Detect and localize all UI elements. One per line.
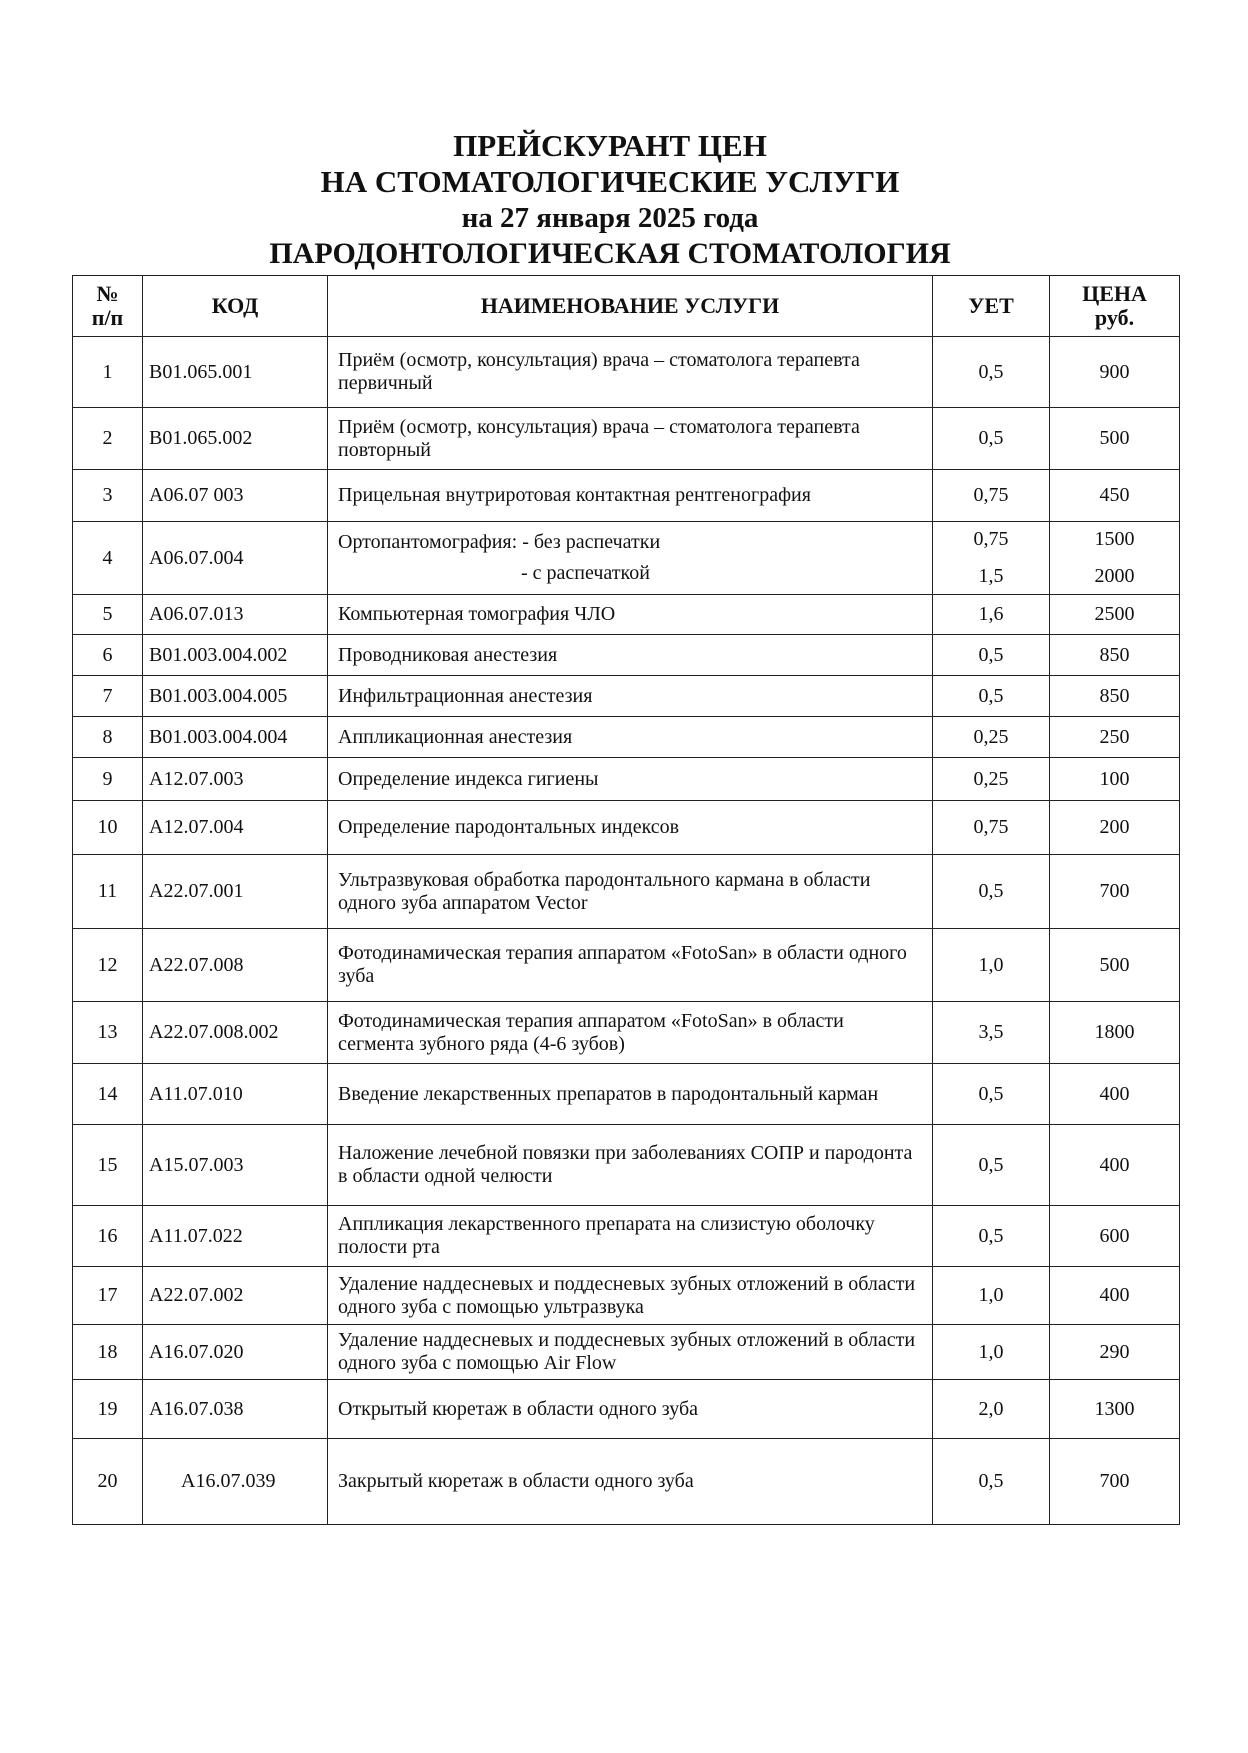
row-code: А06.07.013 (143, 595, 328, 635)
row-price: 700 (1050, 855, 1180, 929)
row-code: А06.07 003 (143, 470, 328, 522)
row-uet-variant-2: 1,5 (978, 565, 1004, 587)
row-num: 10 (73, 801, 143, 855)
row-num: 6 (73, 635, 143, 676)
document-header (0, 128, 1220, 272)
row-name: Компьютерная томография ЧЛО (328, 595, 933, 635)
row-name: Проводниковая анестезия (328, 635, 933, 676)
table-row (73, 1325, 1180, 1380)
row-name: Удаление наддесневых и поддесневых зубных отложений в области одного зуба с помощью ультразвука (328, 1267, 933, 1325)
table-row (73, 717, 1180, 758)
row-code: В01.065.002 (143, 408, 328, 470)
row-uet: 0,5 (933, 635, 1050, 676)
table-row (73, 595, 1180, 635)
row-price-variant-2: 2000 (1094, 565, 1135, 587)
row-name: Фотодинамическая терапия аппаратом «FotoSan» в области одного зуба (328, 929, 933, 1002)
row-uet: 3,5 (933, 1002, 1050, 1064)
header-num: № п/п (73, 276, 143, 337)
row-num: 20 (73, 1439, 143, 1525)
table-row (73, 855, 1180, 929)
table-row (73, 635, 1180, 676)
table-row (73, 337, 1180, 408)
row-name: Введение лекарственных препаратов в пародонтальный карман (328, 1064, 933, 1125)
row-num: 7 (73, 676, 143, 717)
table-row (73, 408, 1180, 470)
row-uet: 0,75 (933, 801, 1050, 855)
row-code: А12.07.004 (143, 801, 328, 855)
row-name: Закрытый кюретаж в области одного зуба (328, 1439, 933, 1525)
table-row (73, 801, 1180, 855)
row-code: А16.07.020 (143, 1325, 328, 1380)
row-uet: 0,5 (933, 1206, 1050, 1267)
row-uet (933, 522, 1050, 595)
row-price: 200 (1050, 801, 1180, 855)
row-name: Определение индекса гигиены (328, 758, 933, 801)
row-uet: 0,5 (933, 1064, 1050, 1125)
row-code: А22.07.008 (143, 929, 328, 1002)
row-uet: 0,25 (933, 717, 1050, 758)
title-line-2: НА СТОМАТОЛОГИЧЕСКИЕ УСЛУГИ (320, 164, 900, 199)
row-code: А16.07.039 (143, 1439, 328, 1525)
table-row (73, 758, 1180, 801)
row-uet: 0,5 (933, 676, 1050, 717)
row-uet: 1,0 (933, 1267, 1050, 1325)
row-price: 850 (1050, 676, 1180, 717)
header-price: ЦЕНА руб. (1050, 276, 1180, 337)
row-code: В01.003.004.005 (143, 676, 328, 717)
row-price: 100 (1050, 758, 1180, 801)
section-title: ПАРОДОНТОЛОГИЧЕСКАЯ СТОМАТОЛОГИЯ (269, 237, 951, 270)
row-code: А22.07.002 (143, 1267, 328, 1325)
table-row (73, 1064, 1180, 1125)
row-price: 250 (1050, 717, 1180, 758)
row-num: 16 (73, 1206, 143, 1267)
row-num: 12 (73, 929, 143, 1002)
row-num: 3 (73, 470, 143, 522)
table-row (73, 1125, 1180, 1206)
price-table (72, 275, 1180, 1525)
header-name: НАИМЕНОВАНИЕ УСЛУГИ (328, 276, 933, 337)
row-code: А22.07.008.002 (143, 1002, 328, 1064)
row-name (328, 522, 933, 595)
row-code: А16.07.038 (143, 1380, 328, 1439)
row-num: 8 (73, 717, 143, 758)
table-row (73, 1439, 1180, 1525)
row-price (1050, 522, 1180, 595)
row-num: 13 (73, 1002, 143, 1064)
row-price: 400 (1050, 1064, 1180, 1125)
row-code: А11.07.010 (143, 1064, 328, 1125)
row-name: Приём (осмотр, консультация) врача – стоматолога терапевта повторный (328, 408, 933, 470)
row-name: Аппликационная анестезия (328, 717, 933, 758)
row-uet: 0,25 (933, 758, 1050, 801)
row-uet: 2,0 (933, 1380, 1050, 1439)
row-name: Фотодинамическая терапия аппаратом «FotoSan» в области сегмента зубного ряда (4-6 зубов) (328, 1002, 933, 1064)
row-price: 500 (1050, 929, 1180, 1002)
table-row (73, 1380, 1180, 1439)
row-name: Наложение лечебной повязки при заболеваниях СОПР и пародонта в области одной челюсти (328, 1125, 933, 1206)
row-price: 450 (1050, 470, 1180, 522)
row-price: 400 (1050, 1125, 1180, 1206)
table-row (73, 470, 1180, 522)
row-num: 9 (73, 758, 143, 801)
table-row (73, 522, 1180, 595)
row-code: А11.07.022 (143, 1206, 328, 1267)
table-row (73, 1002, 1180, 1064)
row-num: 14 (73, 1064, 143, 1125)
row-name: Определение пародонтальных индексов (328, 801, 933, 855)
row-uet: 0,5 (933, 1439, 1050, 1525)
row-uet: 1,6 (933, 595, 1050, 635)
table-row (73, 1267, 1180, 1325)
row-price: 900 (1050, 337, 1180, 408)
row-num: 2 (73, 408, 143, 470)
row-uet-variant-1: 0,75 (973, 528, 1009, 550)
row-code: А22.07.001 (143, 855, 328, 929)
header-uet: УЕТ (933, 276, 1050, 337)
row-num: 18 (73, 1325, 143, 1380)
table-row (73, 676, 1180, 717)
title-date: на 27 января 2025 года (461, 202, 759, 234)
row-code: В01.003.004.004 (143, 717, 328, 758)
row-uet: 0,5 (933, 337, 1050, 408)
row-name: Ультразвуковая обработка пародонтального кармана в области одного зуба аппаратом Vector (328, 855, 933, 929)
row-name: Приём (осмотр, консультация) врача – стоматолога терапевта первичный (328, 337, 933, 408)
row-price: 400 (1050, 1267, 1180, 1325)
row-price: 850 (1050, 635, 1180, 676)
row-name: Прицельная внутриротовая контактная рентгенография (328, 470, 933, 522)
title-line-1: ПРЕЙСКУРАНТ ЦЕН (453, 128, 767, 163)
row-name: Аппликация лекарственного препарата на слизистую оболочку полости рта (328, 1206, 933, 1267)
row-name-variant-2: - с распечаткой (521, 562, 650, 584)
row-uet: 0,5 (933, 1125, 1050, 1206)
row-price-variant-1: 1500 (1094, 528, 1135, 550)
row-price: 1800 (1050, 1002, 1180, 1064)
table-row (73, 929, 1180, 1002)
row-code: В01.065.001 (143, 337, 328, 408)
table-row (73, 1206, 1180, 1267)
row-code: А06.07.004 (143, 522, 328, 595)
row-num: 19 (73, 1380, 143, 1439)
row-uet: 0,75 (933, 470, 1050, 522)
header-code: КОД (143, 276, 328, 337)
row-name-variant-1: Ортопантомография: - без распечатки (338, 531, 661, 553)
row-price: 500 (1050, 408, 1180, 470)
row-price: 2500 (1050, 595, 1180, 635)
row-price: 700 (1050, 1439, 1180, 1525)
row-code: А12.07.003 (143, 758, 328, 801)
row-price: 1300 (1050, 1380, 1180, 1439)
row-code: В01.003.004.002 (143, 635, 328, 676)
row-num: 17 (73, 1267, 143, 1325)
row-name: Удаление наддесневых и поддесневых зубных отложений в области одного зуба с помощью Air Flow (328, 1325, 933, 1380)
row-uet: 1,0 (933, 929, 1050, 1002)
table-header-row (73, 276, 1180, 337)
row-name: Инфильтрационная анестезия (328, 676, 933, 717)
row-uet: 0,5 (933, 855, 1050, 929)
row-price: 600 (1050, 1206, 1180, 1267)
row-num: 11 (73, 855, 143, 929)
row-code: А15.07.003 (143, 1125, 328, 1206)
row-num: 4 (73, 522, 143, 595)
row-num: 5 (73, 595, 143, 635)
row-name: Открытый кюретаж в области одного зуба (328, 1380, 933, 1439)
row-uet: 0,5 (933, 408, 1050, 470)
row-num: 1 (73, 337, 143, 408)
row-price: 290 (1050, 1325, 1180, 1380)
row-uet: 1,0 (933, 1325, 1050, 1380)
row-num: 15 (73, 1125, 143, 1206)
